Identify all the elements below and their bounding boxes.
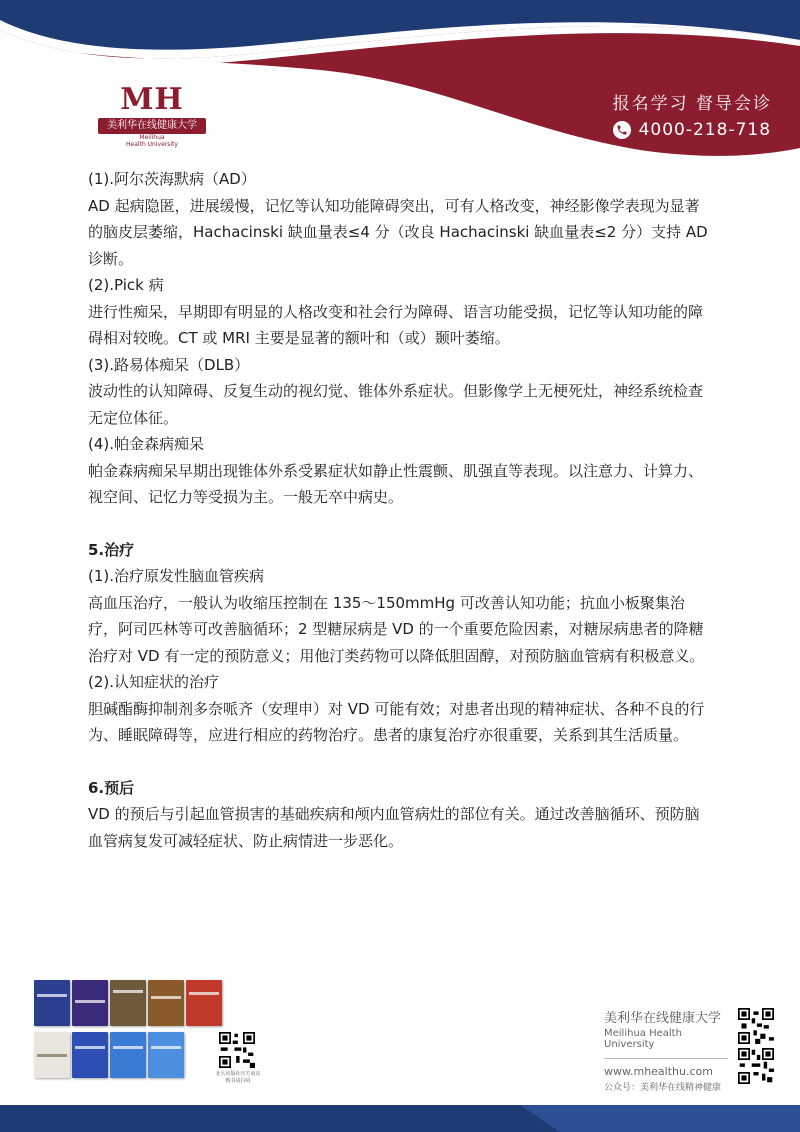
logo-mark: MH	[120, 82, 184, 117]
pick-body: 进行性痴呆，早期即有明显的人格改变和社会行为障碍、语言功能受损，记忆等认知功能的障碍相对较晚。CT 或 MRI 主要是显著的额叶和（或）颞叶萎缩。	[88, 302, 704, 347]
logo-subtitle-2: Health University	[126, 141, 178, 148]
footer-divider	[604, 1058, 728, 1059]
qr-code-icon	[738, 1048, 774, 1084]
header-slogan: 报名学习 督导会诊	[612, 94, 772, 114]
book-cover	[34, 1032, 70, 1078]
qr-code-icon	[738, 1008, 774, 1044]
dlb-title: (3).路易体痴呆（DLB）	[88, 355, 250, 374]
footer-info	[604, 1007, 734, 1093]
book-cover	[110, 980, 146, 1026]
book-cover	[148, 980, 184, 1026]
logo-subtitle	[98, 134, 206, 148]
footer-university-cn: 美利华在线健康大学	[604, 1011, 722, 1026]
qr-code-icon	[219, 1032, 255, 1068]
prognosis-body: VD 的预后与引起血管损害的基础疾病和颅内血管病灶的部位有关。通过改善脑循环、预防脑血管病复发可减轻症状、防止病情进一步恶化。	[88, 805, 700, 850]
prognosis-heading: 6.预后	[88, 778, 135, 797]
book-cover	[34, 980, 70, 1026]
book-covers	[34, 976, 261, 1086]
header-phone-row	[613, 120, 772, 140]
book-cover	[186, 980, 222, 1026]
treatment-heading: 5.治疗	[88, 540, 135, 559]
logo-subtitle-1: Meilihua	[139, 134, 165, 141]
ad-body: AD 起病隐匿，进展缓慢，记忆等认知功能障碍突出，可有人格改变，神经影像学表现为显著的脑皮层萎缩，Hachacinski 缺血量表≤4 分（改良 Hachacinski 缺血量表≤2 分）支持 AD 诊断。	[88, 196, 708, 268]
treatment-2-title: (2).认知症状的治疗	[88, 673, 220, 691]
dlb-body: 波动性的认知障碍、反复生动的视幻觉、锥体外系症状。但影像学上无梗死灶，神经系统检查无定位体征。	[88, 382, 704, 427]
footer-university-en: Meilihua Health University	[604, 1028, 682, 1050]
treatment-2-body: 胆碱酯酶抑制剂多奈哌齐（安理申）对 VD 可能有效；对患者出现的精神症状、各种不良的行为、睡眠障碍等，应进行相应的药物治疗。患者的康复治疗亦很重要，关系到其生活质量。	[88, 699, 705, 744]
footer-wechat: 公众号：美利华在线精神健康	[604, 1083, 722, 1093]
book-cover	[148, 1032, 184, 1078]
ad-title: (1).阿尔茨海默病（AD）	[88, 170, 256, 188]
document-body	[88, 166, 714, 854]
footer-website[interactable]: www.mhealthu.com	[604, 1065, 713, 1078]
book-cover	[110, 1032, 146, 1078]
header-contact	[613, 89, 772, 140]
pick-title: (2).Pick 病	[88, 276, 164, 294]
header-phone: 4000-218-718	[638, 120, 772, 140]
treatment-1-title: (1).治疗原发性脑血管疾病	[88, 567, 265, 585]
pdd-body: 帕金森病痴呆早期出现锥体外系受累症状如静止性震颤、肌强直等表现。以注意力、计算力、视空间、记忆力等受损为主。一般无卒中病史。	[88, 461, 704, 506]
footer-bar	[0, 1105, 800, 1132]
logo-ribbon: 美利华在线健康大学	[98, 118, 206, 134]
book-cover	[72, 980, 108, 1026]
pdd-title: (4).帕金森病痴呆	[88, 435, 205, 453]
phone-icon	[613, 121, 631, 139]
logo	[98, 80, 206, 146]
qr-caption: 北大出版社官方商店 购书请扫码	[215, 1071, 261, 1084]
treatment-1-body: 高血压治疗，一般认为收缩压控制在 135～150mmHg 可改善认知功能；抗血小板聚集治疗，阿司匹林等可改善脑循环；2 型糖尿病是 VD 的一个重要危险因素，对糖尿病患者的降糖治疗对 VD 有一定的预防意义；用他汀类药物可以降低胆固醇，对预防脑血管病有积极意义。	[88, 593, 705, 665]
book-cover	[72, 1032, 108, 1078]
